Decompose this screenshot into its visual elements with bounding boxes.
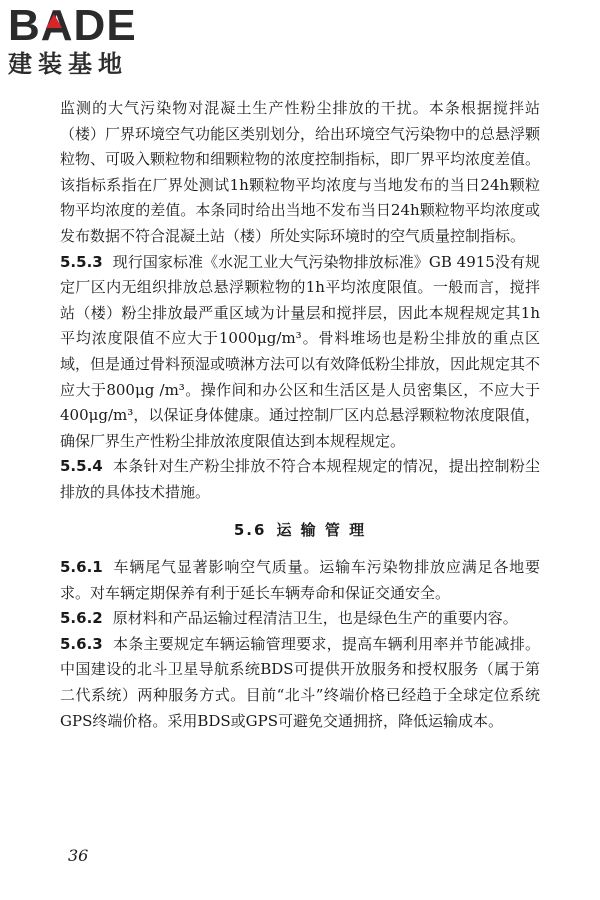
paragraph-continued: 监测的大气污染物对混凝土生产性粉尘排放的干扰。本条根据搅拌站（楼）厂界环境空气功能区类别划分，给出环境空气污染物中的总悬浮颗粒物、可吸入颗粒物和细颗粒物的浓度控制指标，即厂界平均浓度差值。该指标系指在厂界处测试1h颗粒物平均浓度与当地发布的当日24h颗粒物平均浓度的差值。本条同时给出当地不发布当日24h颗粒物平均浓度或发布数据不符合混凝土站（楼）所处实际环境时的空气质量控制指标。 bbox=[60, 99, 541, 245]
logo-brand-text: BADE bbox=[8, 1, 137, 50]
clause-text: 本条主要规定车辆运输管理要求，提高车辆利用率并节能减排。中国建设的北斗卫星导航系统BDS可提供开放服务和授权服务（属于第二代系统）两种服务方式。目前“北斗”终端价格已经趋于全球定位系统GPS终端价格。采用BDS或GPS可避免交通拥挤，降低运输成本。 bbox=[60, 634, 540, 730]
section-heading bbox=[60, 518, 540, 544]
clause-number: 5.6.2 bbox=[60, 609, 103, 628]
section-title: 运 输 管 理 bbox=[276, 520, 367, 539]
clause-text: 本条针对生产粉尘排放不符合本规程规定的情况，提出控制粉尘排放的具体技术措施。 bbox=[60, 457, 540, 501]
page-number: 36 bbox=[68, 846, 89, 865]
clause-number: 5.5.4 bbox=[60, 457, 103, 476]
clause-number: 5.6.3 bbox=[60, 634, 103, 653]
bade-logo bbox=[8, 2, 178, 78]
clause-5-6-3 bbox=[60, 632, 540, 734]
clause-5-6-2 bbox=[60, 606, 540, 632]
clause-5-6-1 bbox=[60, 555, 540, 606]
document-body bbox=[60, 96, 540, 734]
logo-subtitle: 建装基地 bbox=[8, 50, 128, 78]
clause-5-5-3 bbox=[60, 250, 540, 455]
section-number: 5.6 bbox=[233, 520, 267, 539]
clause-text: 现行国家标准《水泥工业大气污染物排放标准》GB 4915没有规定厂区内无组织排放总悬浮颗粒物的1h平均浓度限值。一般而言，搅拌站（楼）粉尘排放最严重区域为计量层和搅拌层，因此本规程规定其1h平均浓度限值不应大于1000μg/m³。骨料堆场也是粉尘排放的重点区域，但是通过骨料预湿或喷淋方法可以有效降低粉尘排放，因此规定其不应大于800μg /m³。操作间和办公区和生活区是人员密集区，不应大于400μg/m³，以保证身体健康。通过控制厂区内总悬浮颗粒物浓度限值，确保厂界生产性粉尘排放浓度限值达到本规程规定。 bbox=[60, 252, 541, 450]
logo-triangle-icon bbox=[46, 14, 62, 28]
clause-text: 车辆尾气显著影响空气质量。运输车污染物排放应满足各地要求。对车辆定期保养有利于延长车辆寿命和保证交通安全。 bbox=[60, 558, 540, 602]
clause-number: 5.6.1 bbox=[60, 558, 103, 577]
logo-brand bbox=[8, 2, 178, 50]
clause-text: 原材料和产品运输过程清洁卫生，也是绿色生产的重要内容。 bbox=[112, 609, 518, 628]
clause-number: 5.5.3 bbox=[60, 252, 103, 271]
clause-5-5-4 bbox=[60, 454, 540, 505]
